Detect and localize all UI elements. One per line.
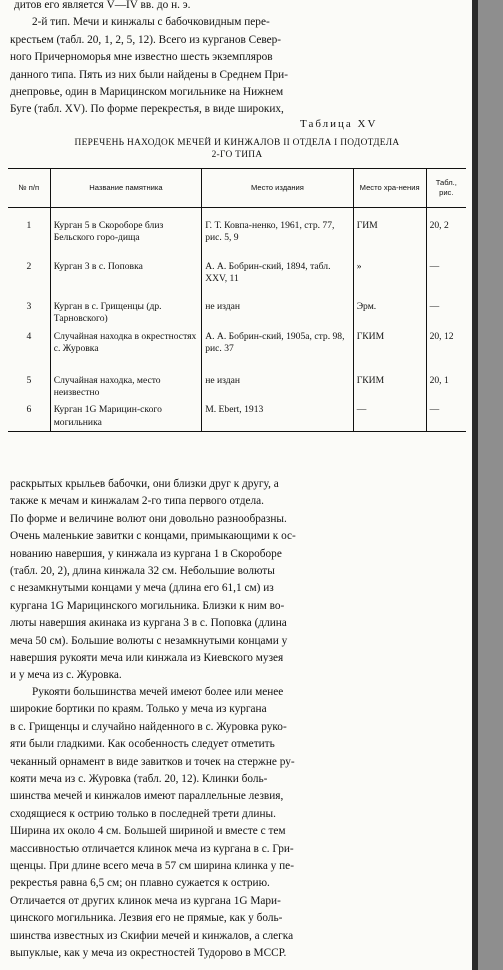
table-row [8,401,466,431]
table-row [8,208,466,258]
row-storage: — [353,401,426,431]
text-line: По форме и величине волют они довольно разнообразны. [10,512,287,525]
header-cell: Место издания [202,169,354,208]
row-plate-ref: — [426,298,466,328]
text-line: дитов его является V—IV вв. до н. э. [14,0,191,11]
row-plate-ref: — [426,401,466,431]
text-line: кургана 1G Марицинского могильника. Близки к ним во- [10,599,285,612]
text-line: ного Причерноморья мне известно шесть экземпляров [10,51,273,64]
table-title [6,137,468,161]
row-site-name: Случайная находка в окрестностях с. Журовка [50,328,202,372]
row-number: 2 [26,260,32,272]
text-line: сходящиеся к острию только в последней трети длины. [10,807,276,820]
row-storage: ГКИМ [353,328,426,372]
row-storage: ГИМ [353,208,426,258]
row-site-name: Случайная находка, место неизвестно [50,372,202,402]
row-site-name: Курган в с. Грищенцы (др. Тарновского) [50,298,202,328]
table-title-line: ПЕРЕЧЕНЬ НАХОДОК МЕЧЕЙ И КИНЖАЛОВ II ОТДЕЛА I ПОДОТДЕЛА [74,138,400,148]
text-line: шинства мечей и кинжалов имеют параллельные лезвия, [10,790,284,803]
body-paragraph-1 [10,476,462,685]
text-line: массивностью отличается клинок меча из кургана в с. Гри- [10,842,294,855]
text-line: шинства известных из Скифии мечей и кинжалов, а слегка [10,929,294,942]
text-line: с незамкнутыми концами у меча (длина его 61,1 см) из [10,582,274,595]
text-line: Буге (табл. XV). По форме перекрестья, в виде широких, [10,103,284,116]
table-row [8,372,466,402]
text-line: яти были гладкими. Как особенность следует отметить [10,738,275,751]
text-line: данного типа. Пять из них были найдены в Среднем При- [10,68,288,81]
text-line: кояти меча из с. Журовка (табл. 20, 12). Клинки боль- [10,773,268,786]
intro-paragraph [10,0,462,119]
text-line: чеканный орнамент в виде завитков и точек на стержне ру- [10,755,295,768]
table-row [8,258,466,298]
header-cell: Место хра-нения [353,169,426,208]
header-cell: Табл., рис. [426,169,466,208]
row-plate-ref: 20, 2 [426,208,466,258]
row-number: 1 [26,220,32,231]
text-line: Отличается от других клинок меча из кургана 1G Мари- [10,894,281,907]
row-storage: Эрм. [353,298,426,328]
row-storage: » [353,258,426,298]
text-line: также к мечам и кинжалам 2-го типа первого отдела. [10,495,264,508]
table-title-line: 2-ГО ТИПА [211,150,263,160]
text-line: щенцы. При длине всего меча в 57 см ширина клинка у пе- [10,860,294,873]
table-number: Таблица XV [300,118,378,130]
table-row [8,298,466,328]
scan-background [478,0,503,970]
text-line: Ширина их около 4 см. Большей шириной и вместе с тем [10,825,286,838]
text-line: днепровье, один в Марицинском могильнике на Нижнем [10,86,284,99]
text-line: крестьем (табл. 20, 1, 2, 5, 12). Всего из курганов Север- [10,33,282,46]
row-site-name: Курган 3 в с. Поповка [50,258,202,298]
row-number: 3 [26,300,32,312]
header-cell: № п/п [8,169,50,208]
row-number: 4 [26,330,32,342]
text-line: Очень маленькие завитки с концами, примыкающими к ос- [10,530,296,543]
row-site-name: Курган 5 в Скороборе близ Бельского горо-дища [50,208,202,258]
text-line: Рукояти большинства мечей имеют более или менее [32,686,284,698]
text-line: (табл. 20, 2), длина кинжала 32 см. Небольшие волюты [10,565,275,578]
body-paragraph-2 [10,684,462,963]
row-publication: Г. Т. Ковпа-ненко, 1961, стр. 77, рис. 5, 9 [202,208,354,258]
row-plate-ref: — [426,258,466,298]
text-line: люты навершия акинака из кургана 3 в с. Поповка (длина [10,617,287,630]
text-line: раскрытых крыльев бабочки, они близки друг к другу, а [10,478,279,490]
row-number: 6 [8,401,50,431]
text-line: в с. Грищенцы и случайно найденного в с. Журовка руко- [10,720,287,733]
row-storage: ГКИМ [353,372,426,402]
header-cell: Название памятника [50,169,202,208]
row-plate-ref: 20, 1 [426,372,466,402]
row-publication: M. Ebert, 1913 [202,401,354,431]
finds-table [8,168,466,432]
text-line: навершия рукояти меча или кинжала из Киевского музея [10,652,284,665]
text-line: выпуклые, как у меча из окрестностей Тудорово в МССР. [10,947,287,960]
text-line: рекрестья равна 6,5 см; он плавно сужается к острию. [10,877,270,890]
row-publication: А. А. Бобрин-ский, 1905а, стр. 98, рис. 37 [202,328,354,372]
row-publication: не издан [202,298,354,328]
table-header-row [8,169,466,208]
text-line: широкие бортики по краям. Только у меча из кургана [10,703,267,716]
table-row [8,328,466,372]
row-site-name: Курган 1G Марицин-ского могильника [50,401,202,431]
row-publication: не издан [202,372,354,402]
row-number: 5 [26,374,32,386]
text-line: цинского могильника. Лезвия его не прямые, как у боль- [10,912,283,925]
text-line: 2-й тип. Мечи и кинжалы с бабочковидным пере- [32,16,270,29]
row-plate-ref: 20, 12 [426,328,466,372]
text-line: нованию навершия, у кинжала из кургана 1 в Скороборе [10,547,282,560]
row-publication: А. А. Бобрин-ский, 1894, табл. XXV, 11 [202,258,354,298]
text-line: и у меча из с. Журовка. [10,669,122,682]
text-line: меча 50 см). Большие волюты с незамкнутыми концами у [10,634,288,647]
